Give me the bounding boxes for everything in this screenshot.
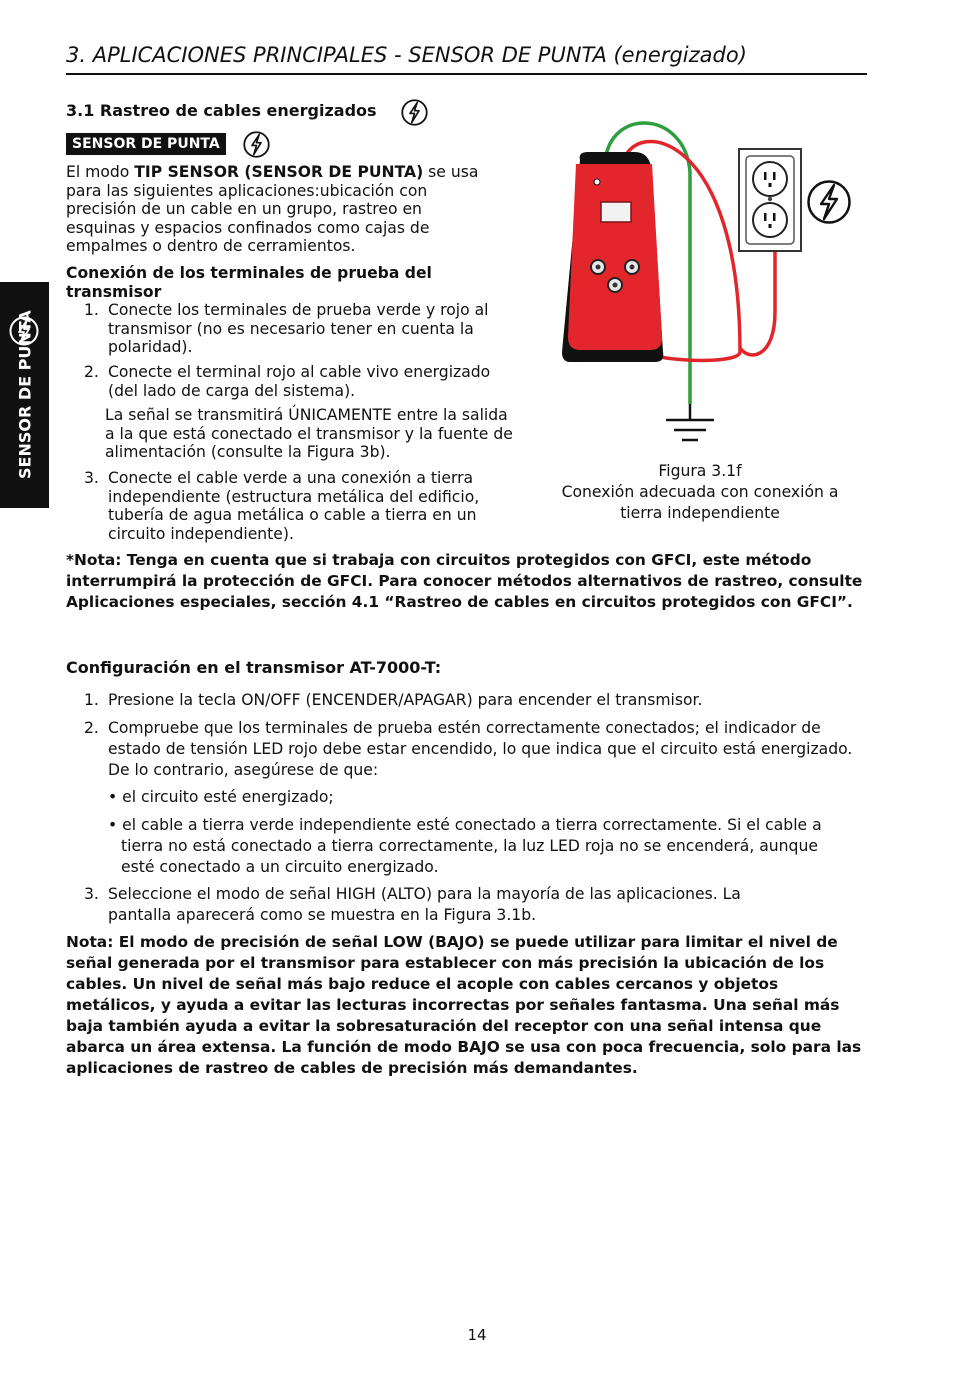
- config-step: [84, 884, 804, 926]
- wall-outlet: [739, 149, 801, 251]
- transmitter-device: [562, 152, 663, 362]
- section-heading-text: 3.1 Rastreo de cables energizados: [66, 101, 377, 120]
- config-bullet: • el cable a tierra verde independiente esté conectado a tierra correctamente. Si el cable a tierra no está conectado a tierra correctamente, la luz LED roja no se encenderá, aunque esté conectado a un circuito energizado.: [108, 816, 822, 876]
- lightning-bolt-icon: [242, 130, 271, 159]
- step-text: Conecte los terminales de prueba verde y rojo al transmisor (no es necesario tener en cuenta la polaridad).: [108, 301, 489, 356]
- connection-heading: Conexión de los terminales de prueba del transmisor: [66, 264, 432, 301]
- step-number: 3.: [84, 469, 99, 487]
- step-number: 2.: [84, 363, 99, 381]
- figure-illustration: [540, 112, 870, 457]
- connection-step: [84, 301, 520, 357]
- config-step: [84, 690, 874, 711]
- connection-step: [84, 363, 520, 400]
- gfci-note: *Nota: Tenga en cuenta que si trabaja con circuitos protegidos con GFCI, este método interrumpirá la protección de GFCI. Para conocer métodos alternativos de rastreo, consulte Aplicaciones especiales, sección 4.1 “Rastreo de cables en circuitos protegidos con GFCI”.: [66, 551, 863, 611]
- connection-step: [84, 469, 522, 543]
- intro-bold: TIP SENSOR (SENSOR DE PUNTA): [134, 163, 424, 181]
- step-number: 2.: [84, 719, 99, 737]
- step-number: 1.: [84, 301, 99, 319]
- lightning-bolt-icon: [8, 315, 40, 347]
- step-text: Compruebe que los terminales de prueba estén correctamente conectados; el indicador de estado de tensión LED rojo debe estar encendido, lo que indica que el circuito está energizado. De lo contrario, asegúrese de que:: [108, 719, 853, 779]
- section-heading: [66, 101, 377, 120]
- header-rule: [66, 73, 867, 75]
- side-tab-label: SENSOR DE PUNTA: [15, 310, 35, 480]
- page-header-title: 3. APLICACIONES PRINCIPALES - SENSOR DE PUNTA (energizado): [66, 43, 747, 67]
- step-text: Conecte el cable verde a una conexión a tierra independiente (estructura metálica del edificio, tubería de agua metálica o cable a tierra en un circuito independiente).: [108, 469, 480, 543]
- step-text: Conecte el terminal rojo al cable vivo energizado (del lado de carga del sistema).: [108, 363, 491, 400]
- intro-paragraph: [66, 163, 496, 256]
- step-text: Seleccione el modo de señal HIGH (ALTO) para la mayoría de las aplicaciones. La pantalla aparecerá como se muestra en la Figura 3.1b.: [108, 885, 741, 924]
- figure-caption: [545, 461, 855, 524]
- mode-badge: SENSOR DE PUNTA: [66, 133, 226, 155]
- step-text: Presione la tecla ON/OFF (ENCENDER/APAGAR) para encender el transmisor.: [108, 691, 703, 709]
- step-number: 3.: [84, 885, 99, 903]
- lightning-bolt-icon: [809, 182, 850, 223]
- lightning-bolt-icon: [400, 98, 429, 127]
- config-step: [84, 718, 874, 781]
- ground-symbol: [666, 404, 714, 440]
- intro-rest: se usa para las siguientes aplicaciones:ubicación con precisión de un cable en un grupo, rastreo en esquinas y espacios confinados como cajas de empalmes o dentro de cerramientos.: [66, 163, 479, 255]
- page-number: 14: [467, 1326, 487, 1344]
- intro-prefix: El modo: [66, 163, 135, 181]
- figure-label: Figura 3.1f: [658, 462, 742, 480]
- figure-caption-text: Conexión adecuada con conexión a tierra independiente: [561, 483, 839, 522]
- step-number: 1.: [84, 691, 99, 709]
- low-mode-note: Nota: El modo de precisión de señal LOW (BAJO) se puede utilizar para limitar el nivel de señal generada por el transmisor para establecer con más precisión la ubicación de los cables. Un nivel de señal más bajo reduce el acople con cables cercanos y objetos metálicos, y ayuda a evitar las lecturas incorrectas por señales fantasma. Una señal más baja también ayuda a evitar la sobresaturación del receptor con una señal intensa que abarca un área extensa. La función de modo BAJO se usa con poca frecuencia, solo para las aplicaciones de rastreo de cables de precisión más demandantes.: [66, 933, 862, 1077]
- config-heading: Configuración en el transmisor AT-7000-T:: [66, 658, 442, 677]
- config-bullet: • el circuito esté energizado;: [108, 788, 334, 806]
- signal-note: La señal se transmitirá ÚNICAMENTE entre la salida a la que está conectado el transmisor y la fuente de alimentación (consulte la Figura 3b).: [105, 406, 513, 461]
